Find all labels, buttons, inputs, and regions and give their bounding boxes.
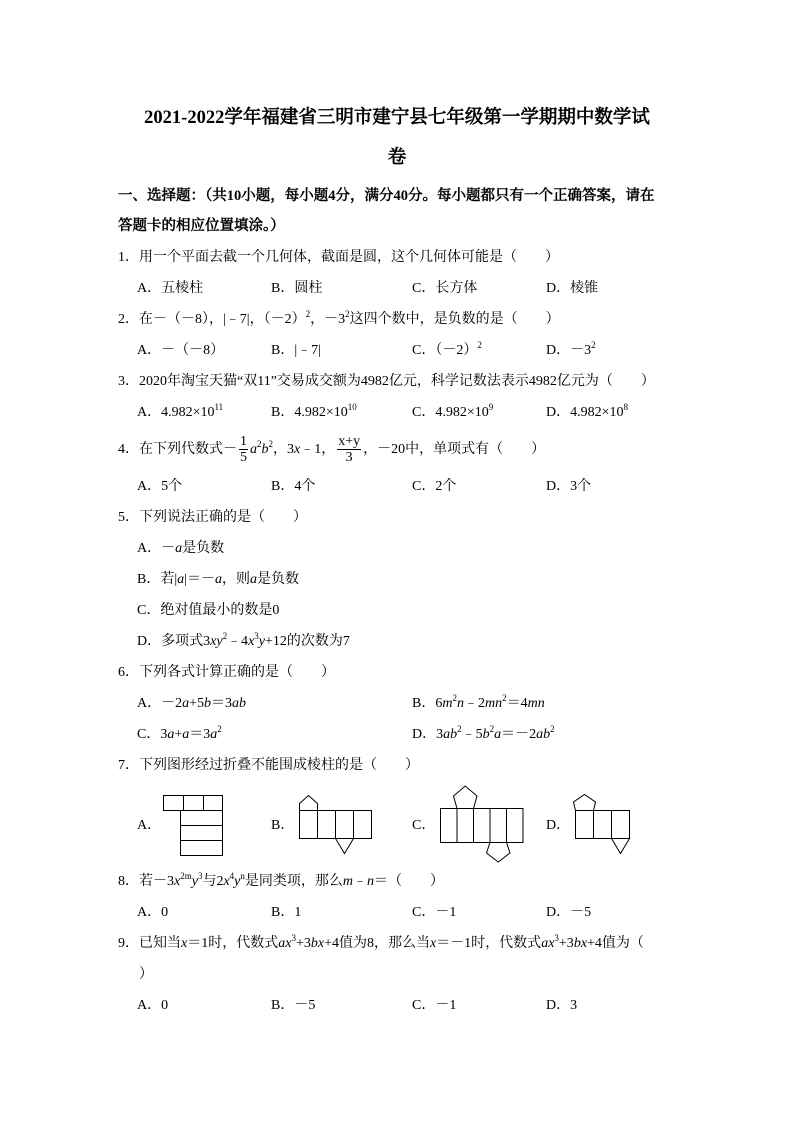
math-variable: a <box>167 727 175 742</box>
option-label: B． <box>271 818 295 833</box>
text-run: ﹣1， <box>300 442 336 457</box>
text-run: D．多项式3 <box>137 634 211 649</box>
math-variable: a <box>182 727 190 742</box>
option-a <box>137 897 271 928</box>
question-4-options <box>118 472 728 502</box>
superscript: 2 <box>222 631 228 641</box>
math-variable: mn <box>484 696 503 711</box>
fraction-denominator: 3 <box>345 450 353 466</box>
question-7-figures <box>118 782 728 866</box>
net-rect-face <box>354 811 372 839</box>
math-variable: xy <box>210 634 223 649</box>
net-rect-face <box>181 841 223 856</box>
option-c <box>412 472 546 502</box>
text-run: C．2个 <box>412 479 457 494</box>
superscript: 2 <box>305 309 311 319</box>
option-a <box>137 397 271 428</box>
option-c <box>412 990 546 1021</box>
net-rect-face <box>612 811 630 839</box>
text-run: C．3 <box>137 727 168 742</box>
exam-title-line-1: 2021-2022学年福建省三明市建宁县七年级第一学期期中数学试 <box>144 108 650 128</box>
option-b <box>412 688 672 719</box>
math-variable: a <box>214 572 222 587</box>
math-variable: a <box>177 572 185 587</box>
math-variable: n <box>367 874 375 889</box>
math-variable: a <box>250 442 257 457</box>
math-variable: x <box>174 874 181 889</box>
option-c <box>412 273 546 304</box>
option-a <box>137 990 271 1021</box>
text-run: D．3 <box>412 727 444 742</box>
text-run: A．0 <box>137 905 169 920</box>
question-1-stem <box>118 242 728 273</box>
superscript: 2 <box>489 724 495 734</box>
option-c <box>118 595 728 626</box>
fraction <box>337 434 361 465</box>
text-run: ＝（ ） <box>374 874 445 889</box>
text-run: 3．2020年淘宝天猫“双11”交易成交额为4982亿元，科学记数法表示4982亿元为（ ） <box>118 374 655 389</box>
text-run: B．4.982×10 <box>271 405 348 420</box>
text-run: 2．在－（－8），|﹣7|，（－2） <box>118 312 306 327</box>
text-run: ＝－2 <box>501 727 537 742</box>
net-rect-face <box>457 809 474 843</box>
superscript: 3 <box>291 933 296 943</box>
option-d <box>118 626 728 657</box>
superscript: 11 <box>214 402 224 412</box>
math-variable: ax <box>278 936 292 951</box>
superscript: 10 <box>347 402 357 412</box>
option-a <box>137 782 271 866</box>
option-b <box>271 990 412 1021</box>
superscript: 4 <box>229 871 235 881</box>
option-c <box>137 719 412 750</box>
net-rect-face <box>576 811 594 839</box>
math-variable: y <box>234 874 241 889</box>
fraction-numerator: 1 <box>240 434 247 450</box>
superscript: 3 <box>254 631 259 641</box>
text-run: 与2 <box>202 874 224 889</box>
text-run: A．5个 <box>137 479 183 494</box>
text-run: C．长方体 <box>412 281 478 296</box>
math-variable: x <box>429 936 437 951</box>
math-variable: ax <box>541 936 555 951</box>
option-b <box>271 472 412 502</box>
net-rect-face <box>181 826 223 841</box>
text-run: A．4.982×10 <box>137 405 215 420</box>
text-run: D．棱锥 <box>546 281 599 296</box>
option-a <box>118 533 728 564</box>
superscript: 2 <box>268 439 273 449</box>
text-run: |＝－ <box>184 572 215 587</box>
option-b <box>271 335 412 366</box>
math-variable: m <box>442 696 453 711</box>
text-run: ，3 <box>273 442 294 457</box>
text-run: A．－（－8） <box>137 343 225 358</box>
option-d <box>546 335 696 366</box>
option-c <box>412 397 546 428</box>
text-run: +4值为（ <box>587 936 644 951</box>
net-rect-face <box>507 809 524 843</box>
text-run: +4值为8，那么当 <box>324 936 430 951</box>
superscript: 2 <box>502 693 507 703</box>
math-variable: x <box>294 442 301 457</box>
text-run: +12的次数为7 <box>265 634 350 649</box>
text-run: 是负数 <box>182 541 225 556</box>
net-triangle-face <box>612 839 630 854</box>
text-run: ﹣5 <box>461 727 483 742</box>
text-run: C．（－2） <box>412 343 478 358</box>
option-d <box>412 719 672 750</box>
option-b <box>271 273 412 304</box>
text-run: +3 <box>558 936 574 951</box>
math-variable: x <box>248 634 255 649</box>
superscript: n <box>240 871 245 881</box>
math-variable: a <box>494 727 502 742</box>
superscript: 9 <box>488 402 494 412</box>
text-run: B．1 <box>271 905 302 920</box>
text-run: +3 <box>295 936 311 951</box>
math-variable: bx <box>573 936 588 951</box>
option-a <box>137 273 271 304</box>
math-variable: a <box>249 572 257 587</box>
text-run: A．－ <box>137 541 176 556</box>
text-run: ，－20中，单项式有（ ） <box>363 442 546 457</box>
text-run: 是同类项，那么 <box>244 874 343 889</box>
text-run: + <box>174 727 183 742</box>
option-d <box>546 897 696 928</box>
question-2-stem <box>118 304 728 335</box>
text-run: D．4.982×10 <box>546 405 624 420</box>
question-8-options <box>118 897 728 928</box>
net-rect-face <box>181 811 223 826</box>
text-run: ＝3 <box>211 696 233 711</box>
math-variable: ab <box>443 727 458 742</box>
math-variable: x <box>181 936 188 951</box>
option-d <box>546 397 696 428</box>
net-square-face <box>184 796 204 811</box>
text-run: 7．下列图形经过折叠不能围成棱柱的是（ ） <box>118 758 419 773</box>
text-run: 9．已知当 <box>118 936 181 951</box>
superscript: 2 <box>345 309 350 319</box>
net-rect-face <box>336 811 354 839</box>
text-run: D．3个 <box>546 479 592 494</box>
section-heading-line-1: 一、选择题：（共10小题，每小题4分，满分40分。每小题都只有一个正确答案，请在 <box>118 188 655 204</box>
math-variable: y <box>258 634 265 649</box>
superscript: 3 <box>197 871 203 881</box>
net-rect-face <box>594 811 612 839</box>
text-run: ＝1时，代数式 <box>187 936 279 951</box>
text-run: A．五棱柱 <box>137 281 204 296</box>
net-figure-b <box>296 782 376 866</box>
math-variable: n <box>456 696 464 711</box>
net-figure-a <box>162 782 224 866</box>
text-run: B．4个 <box>271 479 316 494</box>
text-run: 8．若－3 <box>118 874 174 889</box>
net-rect-face <box>441 809 458 843</box>
math-variable: y <box>191 874 198 889</box>
question-1-options <box>118 273 728 304</box>
text-run: +5 <box>189 696 205 711</box>
text-run: C．绝对值最小的数是0 <box>137 603 280 618</box>
superscript: 2 <box>257 439 262 449</box>
net-rect-face <box>490 809 507 843</box>
question-6-stem <box>118 657 728 688</box>
option-d <box>546 273 696 304</box>
option-c <box>412 335 546 366</box>
question-7-stem <box>118 750 728 782</box>
math-variable: ab <box>536 727 551 742</box>
text-run: 这四个数中，是负数的是（ ） <box>349 312 560 327</box>
question-8-stem <box>118 866 728 897</box>
section-heading-line-2: 答题卡的相应位置填涂。） <box>118 218 285 234</box>
text-run: ） <box>139 967 153 982</box>
math-variable: a <box>182 696 190 711</box>
question-6-options-row-2 <box>118 719 728 750</box>
text-run: B．－5 <box>271 998 316 1013</box>
exam-title-line-2: 卷 <box>387 148 407 168</box>
math-variable: mn <box>527 696 545 711</box>
question-9-options <box>118 990 728 1021</box>
net-square-face <box>164 796 184 811</box>
superscript: 2 <box>477 340 482 350</box>
question-5-stem <box>118 502 728 533</box>
superscript: 3 <box>554 933 559 943</box>
math-variable: bx <box>310 936 325 951</box>
option-b <box>118 564 728 595</box>
text-run: 5．下列说法正确的是（ ） <box>118 510 307 525</box>
exam-title <box>0 98 794 178</box>
math-variable: b <box>482 727 490 742</box>
option-label: A． <box>137 818 162 833</box>
text-run: 是负数 <box>256 572 299 587</box>
text-run: ＝－1时，代数式 <box>436 936 542 951</box>
fraction-numerator: x+y <box>338 434 361 450</box>
net-square-face <box>204 796 223 811</box>
question-2-options <box>118 335 728 366</box>
math-variable: ab <box>232 696 247 711</box>
superscript: 2 <box>217 724 222 734</box>
option-d <box>546 990 696 1021</box>
question-6-options-row-1 <box>118 688 728 719</box>
text-run: 6．下列各式计算正确的是（ ） <box>118 665 335 680</box>
fraction <box>239 434 248 465</box>
net-pentagon-face <box>487 843 511 863</box>
question-4-stem <box>118 428 728 472</box>
superscript: 2 <box>550 724 555 734</box>
math-variable: x <box>223 874 230 889</box>
math-variable: m <box>342 874 354 889</box>
option-c <box>412 782 546 866</box>
text-run: B．若| <box>137 572 178 587</box>
option-a <box>137 335 271 366</box>
text-run: C．－1 <box>412 998 457 1013</box>
question-9-stem-line-1 <box>118 928 728 959</box>
net-pentagon-face <box>454 786 478 809</box>
math-variable: a <box>210 727 218 742</box>
question-3-options <box>118 397 728 428</box>
question-section <box>118 181 728 1021</box>
math-variable: a <box>175 541 183 556</box>
option-a <box>137 472 271 502</box>
net-rect-face <box>474 809 491 843</box>
text-run: ﹣ <box>353 874 368 889</box>
superscript: 8 <box>623 402 629 412</box>
superscript: 2 <box>457 724 462 734</box>
option-d <box>546 782 696 866</box>
text-run: A．－2 <box>137 696 183 711</box>
text-run: ﹣2 <box>463 696 485 711</box>
text-run: A．0 <box>137 998 169 1013</box>
superscript: 2 <box>452 693 457 703</box>
text-run: B．圆柱 <box>271 281 323 296</box>
superscript: 2m <box>180 871 192 881</box>
text-run: D．3 <box>546 998 578 1013</box>
text-run: C．－1 <box>412 905 457 920</box>
net-figure-d <box>571 782 633 866</box>
net-triangle-face <box>336 839 354 854</box>
net-pentagon-face <box>574 795 596 811</box>
question-9-stem-line-2 <box>118 959 728 990</box>
fraction-denominator: 5 <box>240 450 247 466</box>
net-figure-c <box>437 782 527 866</box>
option-b <box>271 397 412 428</box>
option-b <box>271 897 412 928</box>
math-variable: b <box>261 442 269 457</box>
text-run: ＝3 <box>189 727 211 742</box>
text-run: B．6 <box>412 696 443 711</box>
text-run: 4．在下列代数式－ <box>118 442 237 457</box>
text-run: D．－5 <box>546 905 592 920</box>
text-run: C．4.982×10 <box>412 405 489 420</box>
net-rect-face <box>300 811 318 839</box>
option-a <box>137 688 412 719</box>
net-pentagon-face <box>300 796 318 811</box>
option-label: C． <box>412 818 436 833</box>
math-variable: b <box>204 696 212 711</box>
net-rect-face <box>318 811 336 839</box>
text-run: 1．用一个平面去截一个几何体，截面是圆，这个几何体可能是（ ） <box>118 250 559 265</box>
option-label: D． <box>546 818 571 833</box>
option-c <box>412 897 546 928</box>
option-d <box>546 472 696 502</box>
option-b <box>271 782 412 866</box>
text-run: ＝4 <box>506 696 528 711</box>
text-run: ，－3 <box>310 312 346 327</box>
superscript: 2 <box>591 340 596 350</box>
text-run: ﹣4 <box>227 634 249 649</box>
text-run: ，则 <box>221 572 250 587</box>
text-run: B．|﹣7| <box>271 343 321 358</box>
text-run: D．－3 <box>546 343 592 358</box>
question-3-stem <box>118 366 728 397</box>
